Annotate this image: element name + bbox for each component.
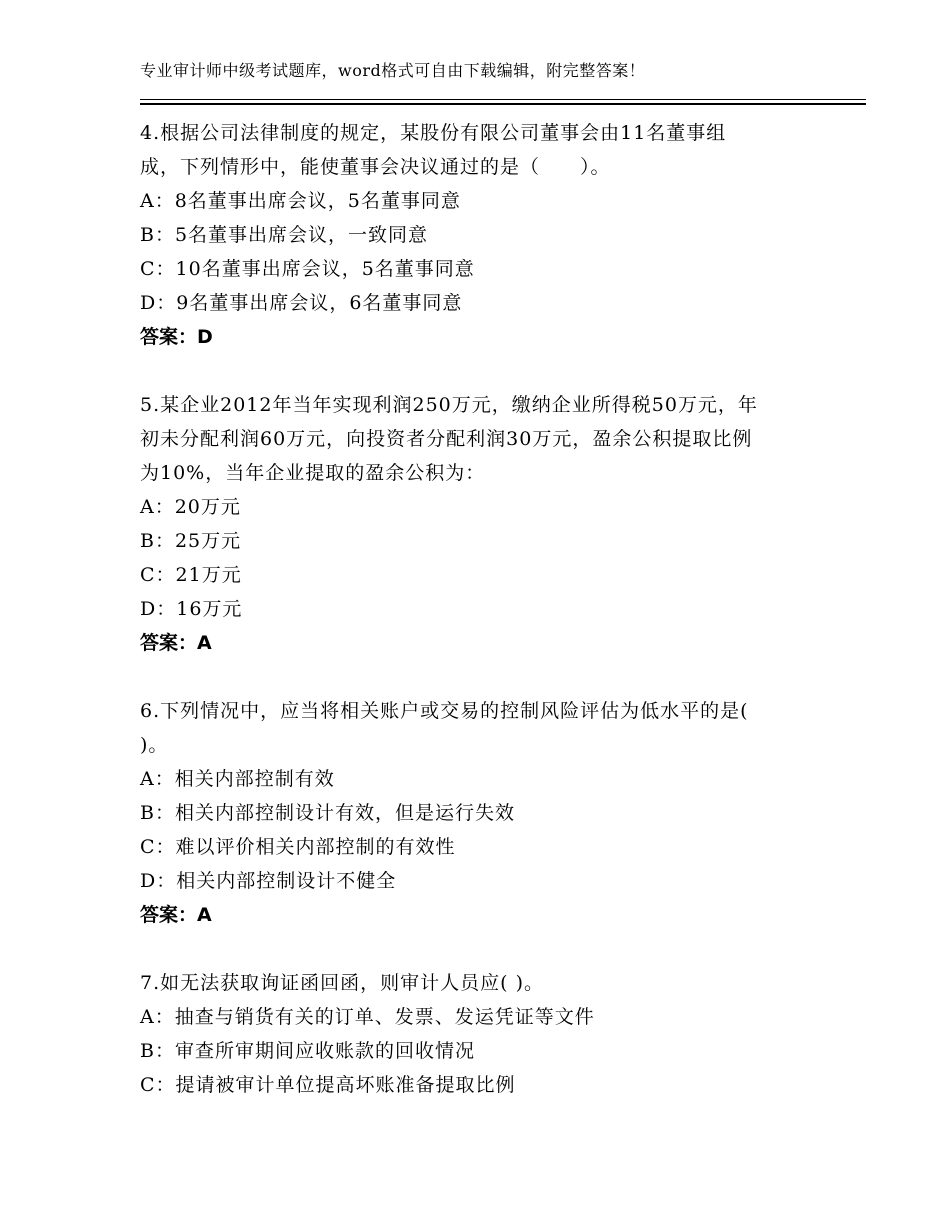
option-b: B：审查所审期间应收账款的回收情况 bbox=[140, 1040, 475, 1062]
option-c: C：提请被审计单位提高坏账准备提取比例 bbox=[140, 1074, 516, 1096]
question-6 bbox=[140, 694, 830, 932]
option-b: B：5名董事出席会议，一致同意 bbox=[140, 224, 429, 246]
answer-label: 答案：A bbox=[140, 632, 212, 654]
question-stem: )。 bbox=[140, 734, 169, 756]
header-rule-thin bbox=[140, 99, 866, 100]
question-5 bbox=[140, 388, 830, 660]
option-c: C：10名董事出席会议，5名董事同意 bbox=[140, 258, 475, 280]
question-stem: 成，下列情形中，能使董事会决议通过的是（ ）。 bbox=[140, 156, 611, 178]
question-7 bbox=[140, 966, 830, 1102]
header-rule-thick bbox=[140, 103, 866, 105]
answer-label: 答案：D bbox=[140, 326, 213, 348]
option-b: B：相关内部控制设计有效，但是运行失效 bbox=[140, 802, 515, 824]
question-stem: 7.如无法获取询证函回函，则审计人员应( )。 bbox=[140, 972, 544, 994]
option-c: C：21万元 bbox=[140, 564, 242, 586]
option-d: D：16万元 bbox=[140, 598, 243, 620]
question-stem: 4.根据公司法律制度的规定，某股份有限公司董事会由11名董事组 bbox=[140, 122, 727, 144]
option-b: B：25万元 bbox=[140, 530, 242, 552]
page-header: 专业审计师中级考试题库，word格式可自由下载编辑，附完整答案！ bbox=[140, 61, 646, 80]
option-a: A：8名董事出席会议，5名董事同意 bbox=[140, 190, 461, 212]
option-d: D：9名董事出席会议，6名董事同意 bbox=[140, 292, 463, 314]
answer-label: 答案：A bbox=[140, 904, 212, 926]
question-stem: 5.某企业2012年当年实现利润250万元，缴纳企业所得税50万元，年 bbox=[140, 394, 758, 416]
option-d: D：相关内部控制设计不健全 bbox=[140, 870, 397, 892]
question-list bbox=[140, 116, 830, 1136]
question-stem: 为10%，当年企业提取的盈余公积为： bbox=[140, 462, 486, 484]
question-4 bbox=[140, 116, 830, 354]
option-a: A：抽查与销货有关的订单、发票、发运凭证等文件 bbox=[140, 1006, 595, 1028]
question-stem: 初未分配利润60万元，向投资者分配利润30万元，盈余公积提取比例 bbox=[140, 428, 753, 450]
question-stem: 6.下列情况中，应当将相关账户或交易的控制风险评估为低水平的是( bbox=[140, 700, 749, 722]
option-a: A：相关内部控制有效 bbox=[140, 768, 335, 790]
option-c: C：难以评价相关内部控制的有效性 bbox=[140, 836, 456, 858]
option-a: A：20万元 bbox=[140, 496, 241, 518]
